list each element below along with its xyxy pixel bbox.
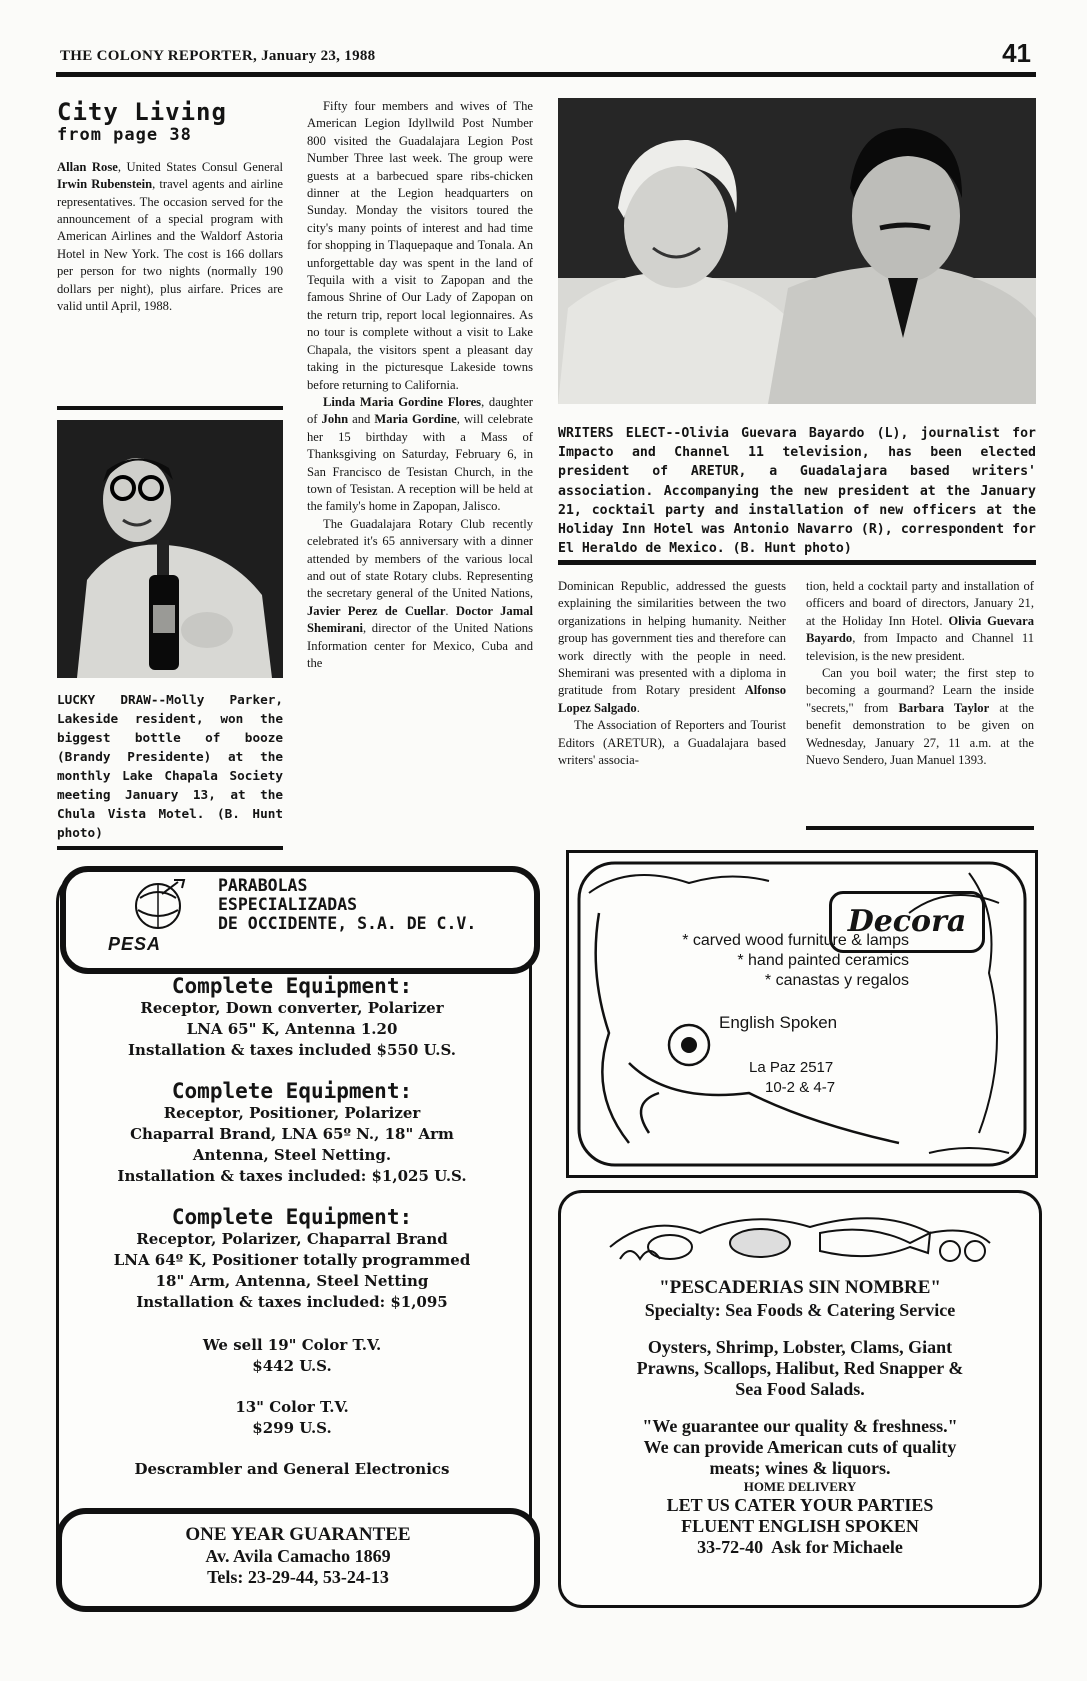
column-divider (806, 826, 1034, 830)
english-line: FLUENT ENGLISH SPOKEN (681, 1516, 919, 1536)
column-divider (57, 406, 283, 410)
pescaderias-specialty: Specialty: Sea Foods & Catering Service (644, 1300, 956, 1320)
article-paragraph: tion, held a cocktail party and installation of officers and board of directors, January 21, at the Holiday Inn Hotel. Olivia Guevara Bayardo, from Impacto and Channel 11 television, is the new president. (806, 579, 1034, 663)
decora-items: * carved wood furniture & lamps * hand painted ceramics * canastas y regalos (682, 932, 909, 989)
equipment-title: Complete Equipment: (171, 1079, 413, 1103)
lucky-draw-caption: LUCKY DRAW--Molly Parker, Lakeside resident, won the biggest bottle of booze (Brandy Presidente) at the monthly Lake Chapala Society meeting January 13, at the Chula Vista Motel. (B. Hunt photo) (57, 692, 283, 840)
page-number: 41 (1002, 38, 1031, 68)
city-living-column (57, 98, 283, 315)
section-title: City Living (57, 98, 227, 126)
article-paragraph: The Association of Reporters and Tourist Editors (ARETUR), a Guadalajara based writers' associa- (558, 718, 786, 768)
english-spoken: English Spoken (719, 1013, 838, 1032)
publication-header: THE COLONY REPORTER, January 23, 1988 (60, 48, 376, 64)
tv-offer: 13" Color T.V. (235, 1398, 349, 1416)
pescaderias-ad (558, 1190, 1042, 1608)
community-news-column (307, 98, 533, 672)
header-rule (56, 72, 1036, 77)
cater-line: LET US CATER YOUR PARTIES (666, 1495, 934, 1515)
satellite-dish-icon (126, 876, 190, 936)
writers-elect-caption: WRITERS ELECT--Olivia Guevara Bayardo (L), journalist for Impacto and Channel 11 television, has been elected president of ARETUR, a Guadalajara based writers' association. Accompanying the new president at the January 21, cocktail party and installation of new officers at the Holiday Inn Hotel was Antonio Navarro (R), correspondent for El Heraldo de Mexico. (B. Hunt photo) (558, 426, 1036, 557)
article-paragraph: Linda Maria Gordine Flores, daughter of John and Maria Gordine, will celebrate her 15 birthday with a Mass of Thanksgiving on Saturday, February 6, in San Francisco de Tesistan Church, in the town of Tesistan. A reception will be held at the family's home in Zapopan, Jalisco. (307, 394, 534, 514)
section-subtitle: from page 38 (57, 125, 192, 146)
decora-ad (566, 850, 1038, 1178)
equipment-title: Complete Equipment: (171, 1205, 413, 1229)
aretur-column (806, 578, 1034, 769)
phone-line: 33-72-40 Ask for Michaele (697, 1537, 903, 1557)
article-paragraph: Dominican Republic, addressed the guests explaining the similarities between the two organizations in helping humanity. Neither group has government ties and therefore can work directly with the people in need. Shemirani was presented with a diploma in gratitude from Rotary president Alfonso Lopez Salgado. (558, 579, 786, 715)
pescaderias-name: "PESCADERIAS SIN NOMBRE" (659, 1277, 941, 1298)
company-name: PARABOLAS ESPECIALIZADAS DE OCCIDENTE, S.A. DE C.V. (218, 876, 477, 933)
rotary-column (558, 578, 786, 769)
home-delivery: HOME DELIVERY (743, 1479, 857, 1494)
pescaderias-items: Oysters, Shrimp, Lobster, Clams, Giant Prawns, Scallops, Halibut, Red Snapper & Sea Food Salads. (636, 1337, 964, 1399)
pesa-logo: PESA (108, 934, 162, 954)
parabolas-banner (60, 866, 540, 974)
descrambler-note: Descrambler and General Electronics (134, 1460, 450, 1478)
writers-elect-photo (558, 98, 1036, 404)
decora-logo: Decora (829, 891, 985, 953)
article-paragraph: Can you boil water; the first step to becoming a gourmand? Learn the inside "secrets," from Barbara Taylor at the benefit demonstration to be given on Wednesday, January 27, 11 a.m. at the Nuevo Sendero, Juan Manuel 1393. (806, 666, 1034, 768)
equipment-title: Complete Equipment: (171, 974, 413, 998)
decora-address: La Paz 2517 (749, 1059, 834, 1076)
article-paragraph: The Guadalajara Rotary Club recently celebrated it's 65 anniversary with a dinner attended by members of the various local and out of state Rotary clubs. Representing the secretary general of the United Nations, Javier Perez de Cuellar. Doctor Jamal Shemirani, director of the United Nations Information center for Mexico, Cuba and the (307, 516, 533, 670)
article-paragraph: Fifty four members and wives of The American Legion Idyllwild Post Number 800 visited the Guadalajara Legion Post Number Three last week. The group were guests at a barbecued spare ribs-chicken dinner at the Legion headquarters on Sunday. Monday the visitors toured the city's many points of interest and had time for shopping in Tlaquepaque and Tonala. An unforgettable day was spent in the land of Tequila with a visit to Zapopan and the famous Shrine of Our Lady of Zapopan on the return trip, report local legionnaires. As no tour is complete without a visit to Lake Chapala, the visitors spent a pleasant day taking in the picturesque Lakeside towns before returning to California. (307, 99, 533, 392)
decora-hours: 10-2 & 4-7 (765, 1079, 836, 1096)
section-rule (558, 560, 1036, 565)
pescaderias-quote: "We guarantee our quality & freshness." We can provide American cuts of quality meats; wines & liquors. (642, 1416, 958, 1478)
lucky-draw-photo (57, 420, 283, 678)
article-paragraph: Allan Rose, United States Consul General Irwin Rubenstein, travel agents and airline representatives. The occasion served for the announcement of a special program with American Airlines and the Waldorf Astoria Hotel in New York. The cost is 166 dollars per person for two nights (normally 190 dollars per night), plus airfare. Prices are valid until April, 1988. (57, 159, 283, 314)
parabolas-offers: Complete Equipment: Receptor, Down converter, Polarizer LNA 65" K, Antenna 1.20 Installation & taxes included $550 U.S. Complete Equipment: Receptor, Positioner, Polarizer Chaparral Brand, LNA 65º N., 18" Arm Antenna, Steel Netting. Installation & taxes included: $1,025 U.S. Complete Equipment: Receptor, Polarizer, Chaparral Brand LNA 64º K, Positioner totally programmed 18" Arm, Antenna, Steel Netting Installation & taxes included: $1,095 We sell 19" Color T.V. $442 U.S. 13" Color T.V. $299 U.S. Descrambler and General Electronics (62, 962, 522, 1480)
tv-offer: We sell 19" Color T.V. (202, 1336, 382, 1354)
guarantee-banner: ONE YEAR GUARANTEE Av. Avila Camacho 1869 Tels: 23-29-44, 53-24-13 (56, 1508, 540, 1612)
seafood-illustration-icon (590, 1203, 1010, 1273)
column-divider (57, 846, 283, 850)
